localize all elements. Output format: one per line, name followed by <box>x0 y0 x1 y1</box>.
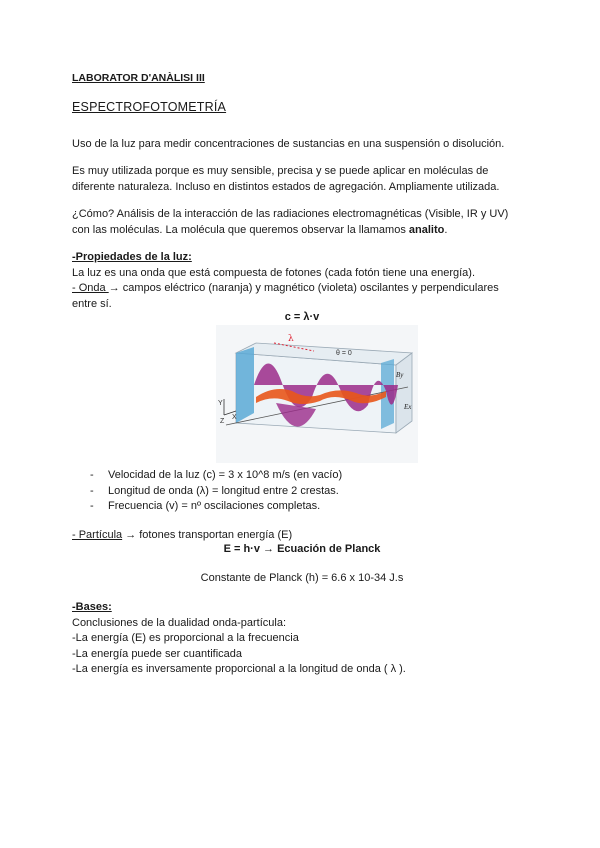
list-item <box>90 468 342 484</box>
wave-line-2: entre sí. <box>72 297 112 310</box>
theta-label: θ = 0 <box>336 350 352 357</box>
course-title: LABORATOR D'ANÀLISI III <box>72 72 205 84</box>
list-item <box>90 499 342 515</box>
analito-term: analito <box>408 223 445 236</box>
left-plane <box>236 347 254 423</box>
properties-line-1: La luz es una onda que está compuesta de fotones (cada fotón tiene una energía). <box>72 266 476 279</box>
bases-line: -La energía (E) es proporcional a la frecuencia <box>72 632 299 644</box>
properties-section <box>72 250 499 312</box>
prism-front <box>236 353 396 433</box>
x-axis-label: X <box>232 414 237 421</box>
e-field-label: Ex <box>404 403 412 411</box>
bases-line: Conclusiones de la dualidad onda-partícula: <box>72 616 287 629</box>
light-speed-formula: c = λ·v <box>284 311 320 323</box>
bullet-text-frequency: Frecuencia (v) = nº oscilaciones completas. <box>108 500 321 512</box>
wave-label: - Onda <box>72 282 109 294</box>
y-axis-label: Y <box>218 400 223 407</box>
planck-constant: Constante de Planck (h) = 6.6 x 10-34 J.s <box>200 572 404 584</box>
prism-side <box>396 353 412 433</box>
intro-paragraph-2 <box>72 164 499 195</box>
intro-paragraph-3-line-2 <box>72 223 508 239</box>
planck-equation: E = h·v → Ecuación de Planck <box>223 543 381 555</box>
list-item <box>90 484 342 500</box>
intro-paragraph-1: Uso de la luz para medir concentraciones de sustancias en una suspensión o disolución. <box>72 138 505 150</box>
p3-period: . <box>444 223 448 236</box>
particle-line <box>72 528 292 544</box>
bases-line: -La energía puede ser cuantificada <box>72 647 243 660</box>
intro-paragraph-3-line-1: ¿Cómo? Análisis de la interacción de las radiaciones electromagnéticas (Visible, IR y UV) <box>72 208 509 220</box>
intro-paragraph-2-line-2: diferente naturaleza. Incluso en distintos estados de agregación. Ampliamente utilizada. <box>72 180 500 193</box>
intro-paragraph-3 <box>72 207 508 238</box>
b-field-label: By <box>396 371 404 379</box>
particle-description: → fotones transportan energía (E) <box>122 529 293 541</box>
properties-heading: -Propiedades de la luz: <box>72 251 192 263</box>
bullet-dash: - <box>90 469 94 481</box>
bullet-dash: - <box>90 500 94 512</box>
em-wave-diagram <box>216 325 418 463</box>
lambda-label: λ <box>288 334 294 344</box>
page-title: ESPECTROFOTOMETRÍA <box>72 100 227 114</box>
bullet-text-wavelength: Longitud de onda (λ) = longitud entre 2 crestas. <box>108 484 339 497</box>
intro-paragraph-2-line-1: Es muy utilizada porque es muy sensible, precisa y se puede aplicar en moléculas de <box>72 165 489 177</box>
z-axis-label: Z <box>220 418 225 425</box>
particle-label: - Partícula <box>72 529 123 541</box>
wave-description: → campos eléctrico (naranja) y magnético (violeta) oscilantes y perpendiculares <box>108 282 499 294</box>
properties-list <box>90 468 342 515</box>
bases-line: -La energía es inversamente proporcional a la longitud de onda ( λ ). <box>72 663 406 675</box>
bullet-text-speed: Velocidad de la luz (c) = 3 x 10^8 m/s (en vacío) <box>108 469 343 481</box>
bullet-dash: - <box>90 484 94 497</box>
bases-section <box>72 600 406 678</box>
wave-line-1 <box>72 281 499 297</box>
p3-text: con las moléculas. La molécula que queremos observar la llamamos <box>72 223 409 236</box>
em-wave-figure <box>216 325 418 463</box>
bases-heading: -Bases: <box>72 601 112 613</box>
